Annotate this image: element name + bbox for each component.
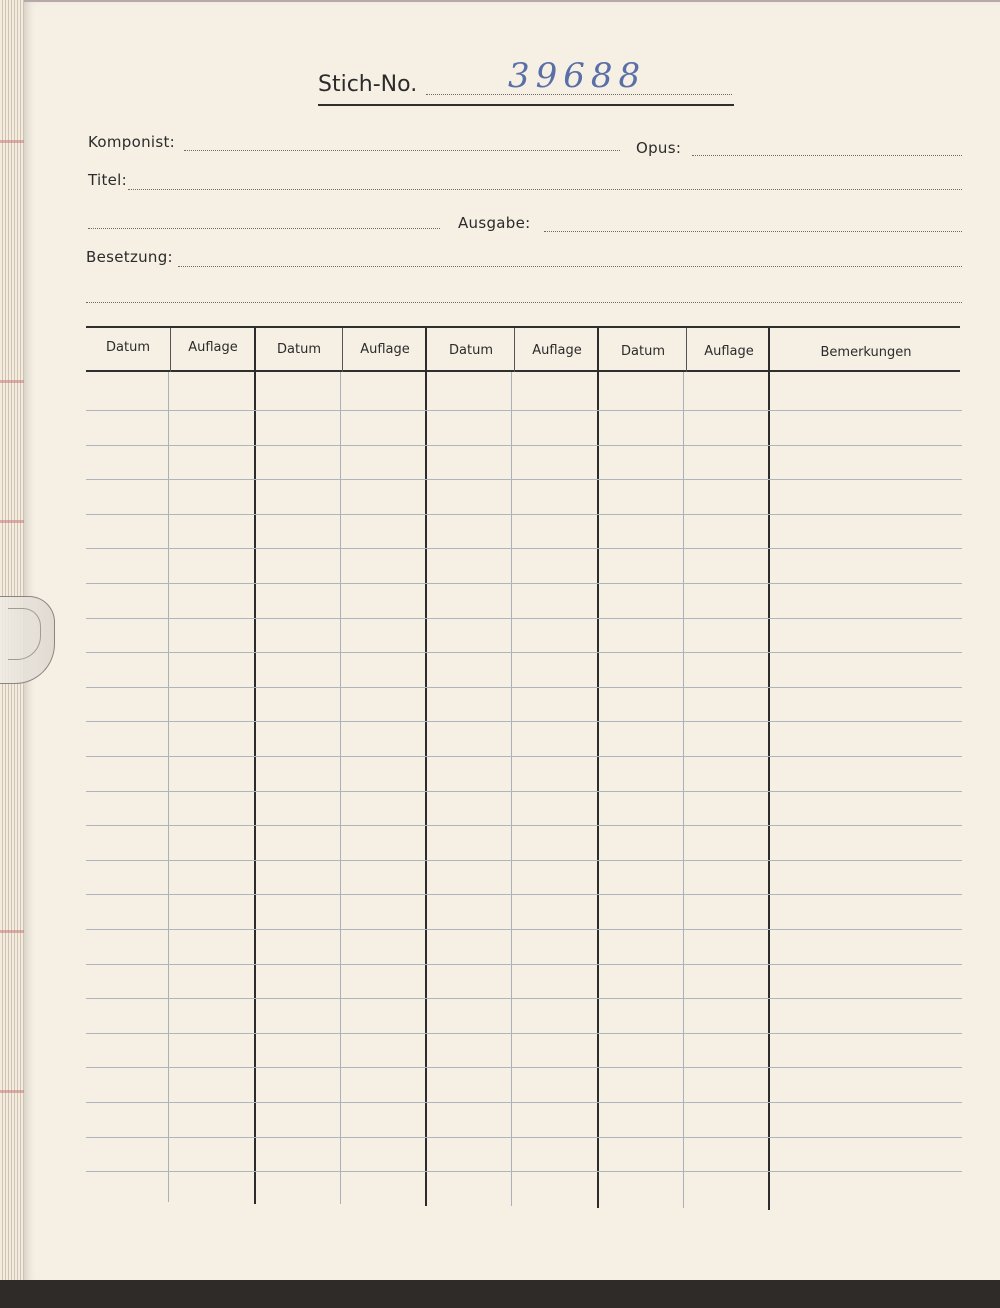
- header-divider: [686, 328, 687, 372]
- table-row-rule: [86, 410, 962, 411]
- header-datum-1: Datum: [106, 340, 150, 355]
- table-row-rule: [86, 548, 962, 549]
- table-row-rule: [86, 479, 962, 480]
- titel-line: [128, 189, 962, 190]
- form-page: [24, 0, 1000, 1284]
- table-row-rule: [86, 998, 962, 999]
- header-auflage-3: Auflage: [532, 343, 582, 358]
- stich-number-handwritten: 39688: [508, 56, 647, 96]
- column-bold-line-4: [768, 328, 770, 1210]
- titel-label: Titel:: [88, 171, 127, 189]
- table-top-rule: [86, 326, 960, 328]
- besetzung-line-2: [86, 302, 962, 303]
- edge-mark: [0, 380, 26, 383]
- edge-mark: [0, 520, 26, 523]
- scan-background: [0, 1280, 1000, 1308]
- ausgabe-line: [544, 231, 962, 232]
- stich-no-underline: [318, 104, 734, 106]
- header-datum-2: Datum: [277, 342, 321, 357]
- table-row-rule: [86, 445, 962, 446]
- column-line-auflage-2: [340, 372, 341, 1204]
- header-auflage-2: Auflage: [360, 342, 410, 357]
- table-row-rule: [86, 721, 962, 722]
- table-row-rule: [86, 1137, 962, 1138]
- table-row-rule: [86, 791, 962, 792]
- column-line-auflage-1: [168, 372, 169, 1202]
- table-row-rule: [86, 583, 962, 584]
- besetzung-line: [178, 266, 962, 267]
- komponist-line: [184, 150, 620, 151]
- table-row-rule: [86, 1102, 962, 1103]
- header-datum-4: Datum: [621, 344, 665, 359]
- table-row-rule: [86, 964, 962, 965]
- column-line-auflage-3: [511, 372, 512, 1206]
- header-divider: [170, 328, 171, 372]
- titel-line-2: [88, 228, 440, 229]
- column-bold-line-3: [597, 328, 599, 1208]
- ausgabe-label: Ausgabe:: [458, 214, 531, 232]
- table-row-rule: [86, 687, 962, 688]
- table-row-rule: [86, 1067, 962, 1068]
- header-datum-3: Datum: [449, 343, 493, 358]
- table-row-rule: [86, 860, 962, 861]
- header-divider: [514, 328, 515, 372]
- stich-no-label: Stich-No.: [318, 72, 418, 97]
- table-row-rule: [86, 825, 962, 826]
- edge-mark: [0, 1090, 26, 1093]
- edge-mark: [0, 140, 26, 143]
- besetzung-label: Besetzung:: [86, 248, 173, 266]
- header-bemerkungen: Bemerkungen: [820, 345, 912, 360]
- header-divider: [342, 328, 343, 372]
- column-bold-line-2: [425, 328, 427, 1206]
- table-row-rule: [86, 894, 962, 895]
- header-auflage-4: Auflage: [704, 344, 754, 359]
- column-bold-line-1: [254, 328, 256, 1204]
- opus-line: [692, 155, 962, 156]
- table-header-rule: [86, 370, 960, 372]
- komponist-label: Komponist:: [88, 133, 176, 151]
- table-row-rule: [86, 1171, 962, 1172]
- header-auflage-1: Auflage: [188, 340, 238, 355]
- opus-label: Opus:: [636, 139, 682, 157]
- table-row-rule: [86, 514, 962, 515]
- table-row-rule: [86, 929, 962, 930]
- table-row-rule: [86, 618, 962, 619]
- table-row-rule: [86, 756, 962, 757]
- edge-mark: [0, 930, 26, 933]
- table-row-rule: [86, 1033, 962, 1034]
- column-line-auflage-4: [683, 372, 684, 1208]
- table-row-rule: [86, 652, 962, 653]
